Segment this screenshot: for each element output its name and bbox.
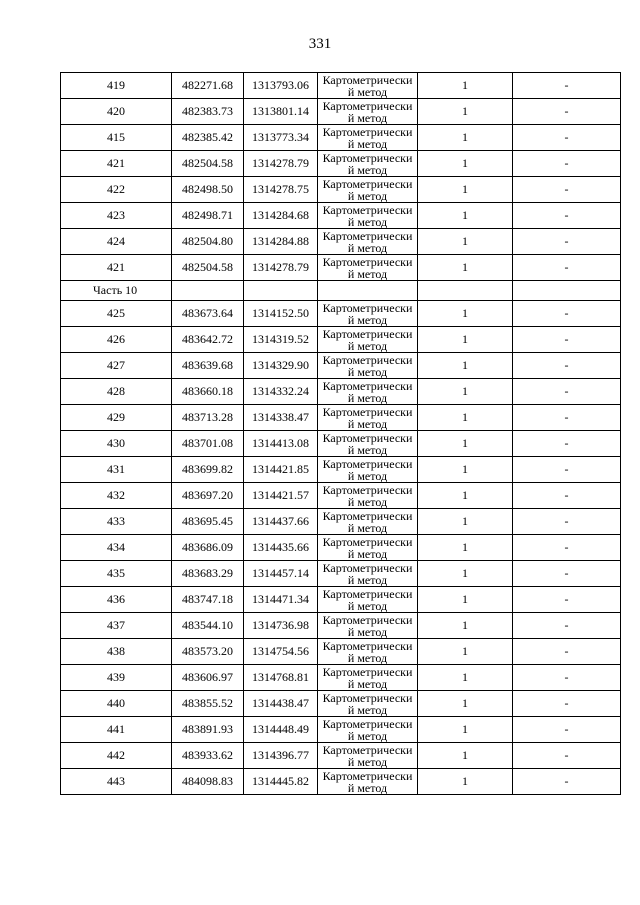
method-text-line2: й метод — [347, 364, 388, 379]
point-number-cell: 435 — [61, 561, 172, 587]
y-coordinate-cell: 1314284.68 — [244, 203, 318, 229]
note-cell: - — [513, 99, 621, 125]
accuracy-cell: 1 — [418, 561, 513, 587]
method-cell — [318, 743, 418, 769]
point-number-cell: 436 — [61, 587, 172, 613]
method-text-line1: Картометрически — [322, 202, 413, 217]
point-number-cell: 429 — [61, 405, 172, 431]
note-cell: - — [513, 561, 621, 587]
table-row — [61, 99, 621, 125]
note-cell: - — [513, 73, 621, 99]
point-number-cell: 427 — [61, 353, 172, 379]
y-coordinate-cell: 1314413.08 — [244, 431, 318, 457]
method-text-line1: Картометрически — [322, 638, 413, 653]
x-coordinate-cell: 482504.80 — [172, 229, 244, 255]
method-text-line1: Картометрически — [322, 228, 413, 243]
method-text-line1: Картометрически — [322, 176, 413, 191]
point-number-cell: 419 — [61, 73, 172, 99]
table-row — [61, 301, 621, 327]
point-number-cell: 420 — [61, 99, 172, 125]
point-number-cell: 423 — [61, 203, 172, 229]
method-text-line2: й метод — [347, 110, 388, 125]
method-text-line2: й метод — [347, 494, 388, 509]
method-text-line2: й метод — [347, 442, 388, 457]
note-cell: - — [513, 203, 621, 229]
y-coordinate-cell: 1314278.79 — [244, 151, 318, 177]
method-cell — [318, 203, 418, 229]
method-text-line2: й метод — [347, 416, 388, 431]
y-coordinate-cell: 1314421.85 — [244, 457, 318, 483]
page-number: 331 — [308, 36, 332, 52]
table-row — [61, 229, 621, 255]
y-coordinate-cell: 1314396.77 — [244, 743, 318, 769]
table-row — [61, 431, 621, 457]
table-row — [61, 379, 621, 405]
method-text-line2: й метод — [347, 390, 388, 405]
point-number-cell: 433 — [61, 509, 172, 535]
method-text-line1: Картометрически — [322, 326, 413, 341]
point-number-cell: 421 — [61, 151, 172, 177]
method-text-line1: Картометрически — [322, 690, 413, 705]
note-cell: - — [513, 405, 621, 431]
point-number-cell: 421 — [61, 255, 172, 281]
table-row — [61, 327, 621, 353]
y-coordinate-cell: 1314278.75 — [244, 177, 318, 203]
table-row — [61, 743, 621, 769]
method-text-line1: Картометрически — [322, 72, 413, 87]
accuracy-cell: 1 — [418, 125, 513, 151]
point-number-cell: 438 — [61, 639, 172, 665]
table-row — [61, 177, 621, 203]
method-text-line2: й метод — [347, 468, 388, 483]
method-text-line2: й метод — [347, 780, 388, 795]
method-text-line1: Картометрически — [322, 404, 413, 419]
note-cell: - — [513, 431, 621, 457]
note-cell: - — [513, 535, 621, 561]
method-text-line2: й метод — [347, 520, 388, 535]
method-cell — [318, 561, 418, 587]
method-text-line1: Картометрически — [322, 456, 413, 471]
x-coordinate-cell: 483699.82 — [172, 457, 244, 483]
y-coordinate-cell: 1314736.98 — [244, 613, 318, 639]
method-cell — [318, 457, 418, 483]
table-row — [61, 639, 621, 665]
point-number-cell: 424 — [61, 229, 172, 255]
accuracy-cell: 1 — [418, 379, 513, 405]
method-text-line2: й метод — [347, 598, 388, 613]
x-coordinate-cell: 483855.52 — [172, 691, 244, 717]
method-cell — [318, 613, 418, 639]
x-coordinate-cell: 482504.58 — [172, 151, 244, 177]
empty-cell — [318, 281, 418, 301]
point-number-cell: 437 — [61, 613, 172, 639]
y-coordinate-cell: 1313773.34 — [244, 125, 318, 151]
method-text-line2: й метод — [347, 136, 388, 151]
method-text-line2: й метод — [347, 754, 388, 769]
method-text-line2: й метод — [347, 676, 388, 691]
x-coordinate-cell: 483891.93 — [172, 717, 244, 743]
accuracy-cell: 1 — [418, 73, 513, 99]
y-coordinate-cell: 1314754.56 — [244, 639, 318, 665]
method-text-line1: Картометрически — [322, 254, 413, 269]
method-text-line2: й метод — [347, 338, 388, 353]
table-row — [61, 561, 621, 587]
x-coordinate-cell: 483695.45 — [172, 509, 244, 535]
x-coordinate-cell: 483686.09 — [172, 535, 244, 561]
note-cell: - — [513, 353, 621, 379]
method-text-line2: й метод — [347, 650, 388, 665]
x-coordinate-cell: 483642.72 — [172, 327, 244, 353]
x-coordinate-cell: 482504.58 — [172, 255, 244, 281]
y-coordinate-cell: 1313793.06 — [244, 73, 318, 99]
point-number-cell: 440 — [61, 691, 172, 717]
accuracy-cell: 1 — [418, 229, 513, 255]
method-cell — [318, 639, 418, 665]
note-cell: - — [513, 177, 621, 203]
point-number-cell: 428 — [61, 379, 172, 405]
method-text-line1: Картометрически — [322, 378, 413, 393]
method-cell — [318, 769, 418, 795]
method-cell — [318, 717, 418, 743]
method-cell — [318, 255, 418, 281]
note-cell: - — [513, 769, 621, 795]
accuracy-cell: 1 — [418, 203, 513, 229]
method-text-line1: Картометрически — [322, 482, 413, 497]
method-text-line1: Картометрически — [322, 612, 413, 627]
table-row — [61, 151, 621, 177]
x-coordinate-cell: 483639.68 — [172, 353, 244, 379]
x-coordinate-cell: 482385.42 — [172, 125, 244, 151]
table-row — [61, 255, 621, 281]
method-cell — [318, 99, 418, 125]
note-cell: - — [513, 691, 621, 717]
table-row — [61, 125, 621, 151]
section-label: Часть 10 — [61, 281, 172, 301]
point-number-cell: 415 — [61, 125, 172, 151]
y-coordinate-cell: 1313801.14 — [244, 99, 318, 125]
y-coordinate-cell: 1314329.90 — [244, 353, 318, 379]
table-row — [61, 717, 621, 743]
note-cell: - — [513, 125, 621, 151]
accuracy-cell: 1 — [418, 327, 513, 353]
accuracy-cell: 1 — [418, 717, 513, 743]
method-text-line1: Картометрически — [322, 742, 413, 757]
x-coordinate-cell: 482498.50 — [172, 177, 244, 203]
note-cell: - — [513, 301, 621, 327]
method-cell — [318, 301, 418, 327]
point-number-cell: 439 — [61, 665, 172, 691]
method-text-line1: Картометрически — [322, 430, 413, 445]
accuracy-cell: 1 — [418, 353, 513, 379]
table-row — [61, 483, 621, 509]
section-row — [61, 281, 621, 301]
x-coordinate-cell: 483701.08 — [172, 431, 244, 457]
x-coordinate-cell: 483673.64 — [172, 301, 244, 327]
accuracy-cell: 1 — [418, 151, 513, 177]
y-coordinate-cell: 1314435.66 — [244, 535, 318, 561]
note-cell: - — [513, 151, 621, 177]
accuracy-cell: 1 — [418, 255, 513, 281]
method-text-line1: Картометрически — [322, 534, 413, 549]
y-coordinate-cell: 1314152.50 — [244, 301, 318, 327]
accuracy-cell: 1 — [418, 769, 513, 795]
point-number-cell: 426 — [61, 327, 172, 353]
accuracy-cell: 1 — [418, 405, 513, 431]
method-cell — [318, 125, 418, 151]
accuracy-cell: 1 — [418, 99, 513, 125]
note-cell: - — [513, 613, 621, 639]
method-cell — [318, 431, 418, 457]
method-text-line2: й метод — [347, 240, 388, 255]
point-number-cell: 441 — [61, 717, 172, 743]
note-cell: - — [513, 327, 621, 353]
method-text-line2: й метод — [347, 266, 388, 281]
method-text-line1: Картометрически — [322, 508, 413, 523]
y-coordinate-cell: 1314471.34 — [244, 587, 318, 613]
x-coordinate-cell: 483544.10 — [172, 613, 244, 639]
x-coordinate-cell: 482383.73 — [172, 99, 244, 125]
x-coordinate-cell: 483573.20 — [172, 639, 244, 665]
note-cell: - — [513, 483, 621, 509]
method-cell — [318, 509, 418, 535]
note-cell: - — [513, 229, 621, 255]
note-cell: - — [513, 587, 621, 613]
coordinates-table — [60, 72, 621, 795]
x-coordinate-cell: 483747.18 — [172, 587, 244, 613]
table-row — [61, 203, 621, 229]
table-row — [61, 769, 621, 795]
note-cell: - — [513, 639, 621, 665]
point-number-cell: 432 — [61, 483, 172, 509]
y-coordinate-cell: 1314437.66 — [244, 509, 318, 535]
method-cell — [318, 587, 418, 613]
method-text-line1: Картометрически — [322, 300, 413, 315]
method-cell — [318, 483, 418, 509]
table-row — [61, 73, 621, 99]
method-cell — [318, 379, 418, 405]
table-row — [61, 457, 621, 483]
y-coordinate-cell: 1314448.49 — [244, 717, 318, 743]
method-text-line2: й метод — [347, 702, 388, 717]
y-coordinate-cell: 1314332.24 — [244, 379, 318, 405]
table-row — [61, 535, 621, 561]
method-cell — [318, 229, 418, 255]
point-number-cell: 442 — [61, 743, 172, 769]
method-cell — [318, 151, 418, 177]
method-text-line2: й метод — [347, 162, 388, 177]
method-text-line2: й метод — [347, 546, 388, 561]
accuracy-cell: 1 — [418, 691, 513, 717]
method-cell — [318, 353, 418, 379]
accuracy-cell: 1 — [418, 535, 513, 561]
method-text-line1: Картометрически — [322, 352, 413, 367]
y-coordinate-cell: 1314284.88 — [244, 229, 318, 255]
y-coordinate-cell: 1314445.82 — [244, 769, 318, 795]
accuracy-cell: 1 — [418, 587, 513, 613]
x-coordinate-cell: 483606.97 — [172, 665, 244, 691]
method-text-line2: й метод — [347, 214, 388, 229]
method-cell — [318, 73, 418, 99]
method-text-line1: Картометрически — [322, 586, 413, 601]
empty-cell — [172, 281, 244, 301]
x-coordinate-cell: 483933.62 — [172, 743, 244, 769]
table-row — [61, 587, 621, 613]
table-row — [61, 613, 621, 639]
table-row — [61, 405, 621, 431]
method-text-line1: Картометрически — [322, 560, 413, 575]
method-text-line2: й метод — [347, 312, 388, 327]
note-cell: - — [513, 379, 621, 405]
point-number-cell: 443 — [61, 769, 172, 795]
point-number-cell: 422 — [61, 177, 172, 203]
empty-cell — [513, 281, 621, 301]
method-cell — [318, 405, 418, 431]
table-row — [61, 509, 621, 535]
method-text-line2: й метод — [347, 728, 388, 743]
method-cell — [318, 691, 418, 717]
accuracy-cell: 1 — [418, 639, 513, 665]
x-coordinate-cell: 483660.18 — [172, 379, 244, 405]
method-text-line1: Картометрически — [322, 124, 413, 139]
accuracy-cell: 1 — [418, 431, 513, 457]
accuracy-cell: 1 — [418, 301, 513, 327]
y-coordinate-cell: 1314338.47 — [244, 405, 318, 431]
x-coordinate-cell: 483683.29 — [172, 561, 244, 587]
note-cell: - — [513, 255, 621, 281]
point-number-cell: 430 — [61, 431, 172, 457]
point-number-cell: 425 — [61, 301, 172, 327]
y-coordinate-cell: 1314768.81 — [244, 665, 318, 691]
method-cell — [318, 177, 418, 203]
empty-cell — [244, 281, 318, 301]
table-row — [61, 665, 621, 691]
note-cell: - — [513, 509, 621, 535]
accuracy-cell: 1 — [418, 613, 513, 639]
note-cell: - — [513, 743, 621, 769]
method-text-line1: Картометрически — [322, 98, 413, 113]
method-text-line1: Картометрически — [322, 768, 413, 783]
method-text-line2: й метод — [347, 624, 388, 639]
y-coordinate-cell: 1314438.47 — [244, 691, 318, 717]
coordinates-table-body — [61, 73, 621, 795]
accuracy-cell: 1 — [418, 509, 513, 535]
method-cell — [318, 327, 418, 353]
method-text-line1: Картометрически — [322, 716, 413, 731]
x-coordinate-cell: 483713.28 — [172, 405, 244, 431]
x-coordinate-cell: 484098.83 — [172, 769, 244, 795]
y-coordinate-cell: 1314457.14 — [244, 561, 318, 587]
accuracy-cell: 1 — [418, 457, 513, 483]
method-text-line1: Картометрически — [322, 150, 413, 165]
method-cell — [318, 665, 418, 691]
y-coordinate-cell: 1314421.57 — [244, 483, 318, 509]
point-number-cell: 431 — [61, 457, 172, 483]
accuracy-cell: 1 — [418, 665, 513, 691]
note-cell: - — [513, 665, 621, 691]
x-coordinate-cell: 482498.71 — [172, 203, 244, 229]
accuracy-cell: 1 — [418, 743, 513, 769]
table-row — [61, 691, 621, 717]
method-cell — [318, 535, 418, 561]
accuracy-cell: 1 — [418, 483, 513, 509]
x-coordinate-cell: 482271.68 — [172, 73, 244, 99]
note-cell: - — [513, 457, 621, 483]
table-row — [61, 353, 621, 379]
x-coordinate-cell: 483697.20 — [172, 483, 244, 509]
method-text-line2: й метод — [347, 188, 388, 203]
accuracy-cell: 1 — [418, 177, 513, 203]
method-text-line2: й метод — [347, 572, 388, 587]
method-text-line1: Картометрически — [322, 664, 413, 679]
note-cell: - — [513, 717, 621, 743]
y-coordinate-cell: 1314319.52 — [244, 327, 318, 353]
point-number-cell: 434 — [61, 535, 172, 561]
empty-cell — [418, 281, 513, 301]
method-text-line2: й метод — [347, 84, 388, 99]
y-coordinate-cell: 1314278.79 — [244, 255, 318, 281]
